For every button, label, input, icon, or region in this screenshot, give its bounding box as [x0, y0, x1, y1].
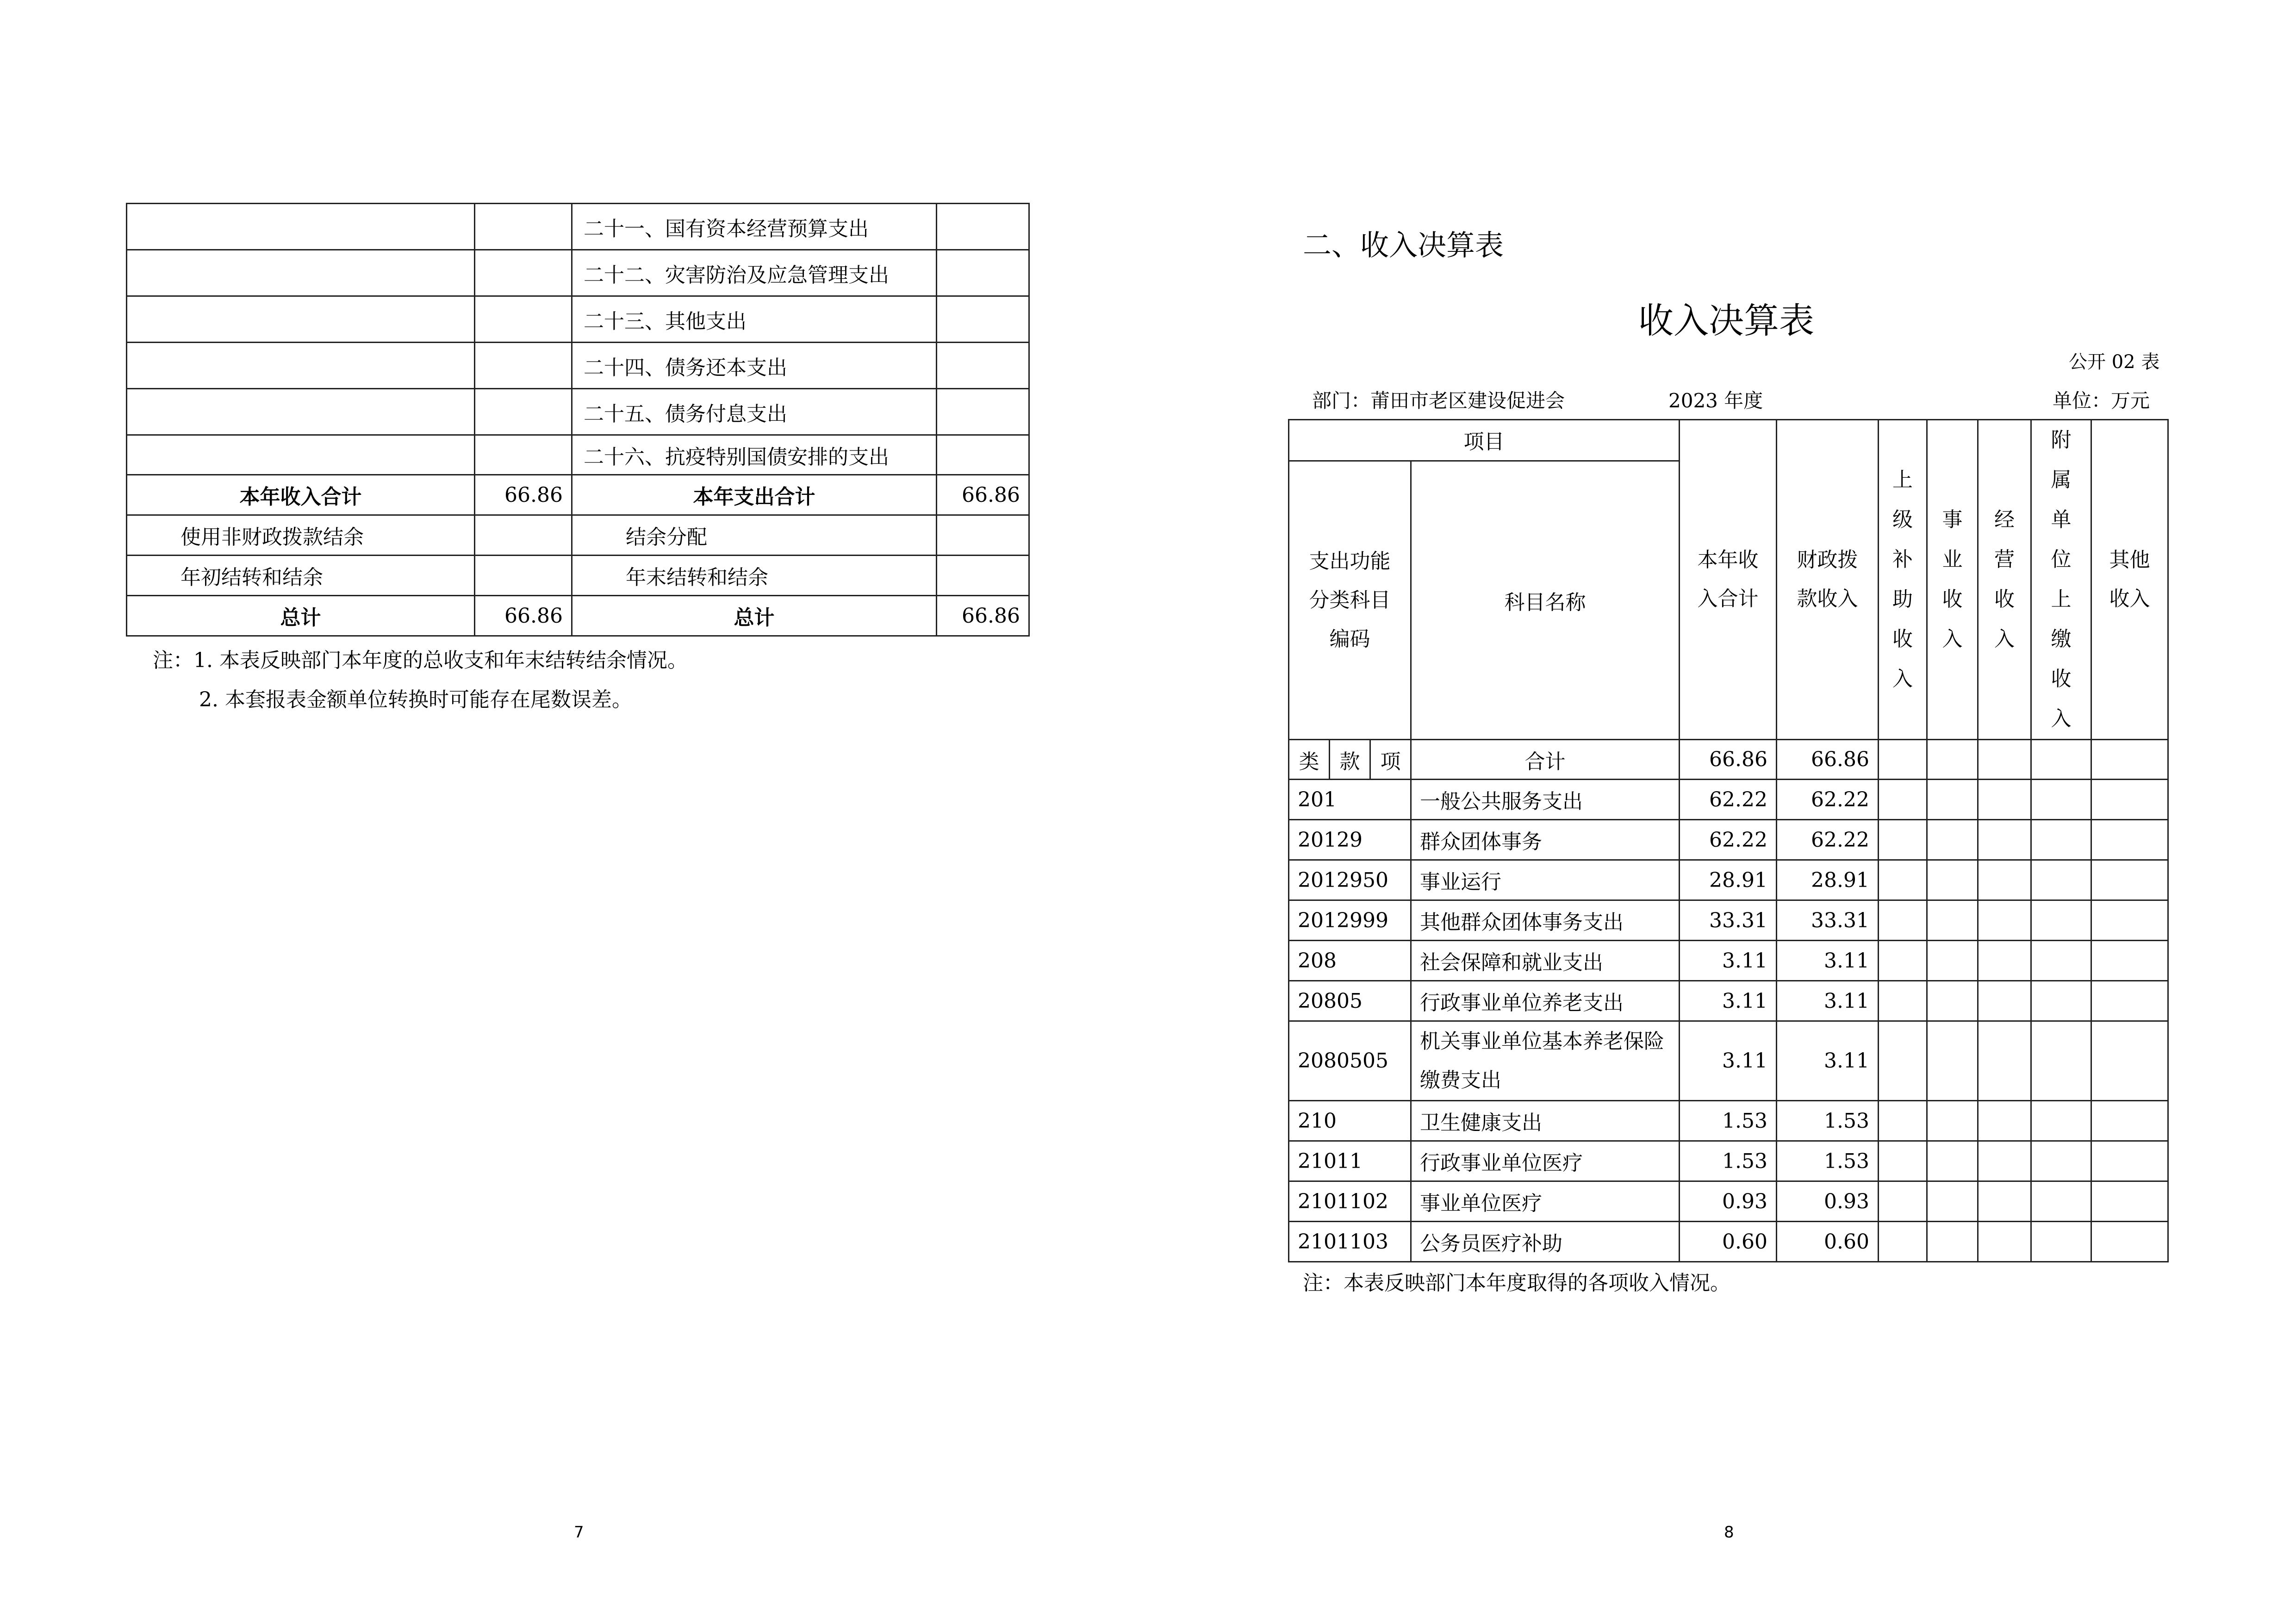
row-code: 2101102 [1289, 1181, 1411, 1222]
row-total-income: 0.93 [1680, 1181, 1777, 1222]
header-subject-name: 科目名称 [1411, 461, 1680, 740]
table-row [127, 296, 1029, 343]
row-total-income: 3.11 [1680, 1021, 1777, 1101]
grand-total-value: 66.86 [475, 596, 572, 636]
table-row [1289, 1222, 2168, 1262]
table-row [127, 475, 1029, 515]
row-total-income: 0.60 [1680, 1222, 1777, 1262]
row-total-income: 62.22 [1680, 820, 1777, 860]
row-code: 2080505 [1289, 1021, 1411, 1101]
header-char: 收 [1942, 587, 1963, 611]
header-char: 补 [1892, 548, 1913, 571]
nonfiscal-surplus-label: 使用非财政拨款结余 [127, 515, 475, 556]
table-row [127, 343, 1029, 389]
table-row [127, 556, 1029, 596]
header-code-line3: 编码 [1329, 627, 1370, 651]
header-char: 属 [2051, 468, 2072, 492]
row-code: 210 [1289, 1101, 1411, 1141]
section-heading: 二、收入决算表 [1303, 228, 1504, 262]
income-final-accounts-table [1288, 419, 2169, 1262]
grand-total-label: 总计 [572, 596, 937, 636]
header-char: 收 [2051, 667, 2072, 691]
page-number: 8 [1724, 1523, 1734, 1542]
expense-item: 二十五、债务付息支出 [572, 389, 937, 435]
header-affiliated-income [2031, 420, 2091, 740]
ending-balance-label: 年末结转和结余 [572, 556, 937, 596]
row-subject-name: 其他群众团体事务支出 [1411, 900, 1680, 941]
income-expense-summary-table [126, 203, 1030, 637]
grand-total-label: 总计 [127, 596, 475, 636]
row-fiscal-income: 3.11 [1777, 981, 1879, 1021]
row-subject-name: 事业运行 [1411, 860, 1680, 900]
header-char: 入 [1892, 667, 1913, 691]
row-code: 20805 [1289, 981, 1411, 1021]
header-total-line1: 本年收 [1697, 548, 1759, 572]
header-other-line2: 收入 [2109, 587, 2150, 611]
row-code: 2012999 [1289, 900, 1411, 941]
sum-total-income: 66.86 [1680, 740, 1777, 780]
header-lei: 类 [1289, 740, 1330, 780]
table-row [1289, 860, 2168, 900]
header-char: 入 [2051, 707, 2072, 731]
expense-item: 二十四、债务还本支出 [572, 343, 937, 389]
table-row [1289, 1101, 2168, 1141]
header-char: 营 [1994, 548, 2015, 571]
header-project: 项目 [1289, 420, 1680, 461]
row-code: 20129 [1289, 820, 1411, 860]
header-code-line1: 支出功能 [1309, 549, 1391, 573]
row-fiscal-income: 3.11 [1777, 941, 1879, 981]
note-1: 注：1. 本表反映部门本年度的总收支和年末结转结余情况。 [153, 649, 688, 672]
expense-item: 二十六、抗疫特别国债安排的支出 [572, 435, 937, 475]
page-number: 7 [574, 1523, 584, 1542]
header-char: 经 [1994, 508, 2015, 531]
row-fiscal-income: 1.53 [1777, 1101, 1879, 1141]
department: 部门：莆田市老区建设促进会 [1312, 389, 1565, 412]
row-fiscal-income: 1.53 [1777, 1141, 1879, 1181]
table-title: 收入决算表 [1638, 300, 1814, 341]
table-row [1289, 1141, 2168, 1181]
header-other-line1: 其他 [2109, 548, 2150, 572]
row-fiscal-income: 3.11 [1777, 1021, 1879, 1101]
row-total-income: 3.11 [1680, 941, 1777, 981]
header-char: 业 [1942, 548, 1963, 571]
header-operating-income [1978, 420, 2031, 740]
expense-item: 二十一、国有资本经营预算支出 [572, 204, 937, 250]
header-fiscal-income [1777, 420, 1879, 740]
table-row [127, 204, 1029, 250]
header-superior-subsidy [1879, 420, 1927, 740]
table-row [127, 250, 1029, 296]
expense-total-value: 66.86 [937, 475, 1029, 515]
unit: 单位：万元 [2053, 389, 2150, 412]
sum-fiscal-income: 66.86 [1777, 740, 1879, 780]
form-code: 公开 02 表 [2069, 351, 2160, 373]
row-fiscal-income: 62.22 [1777, 780, 1879, 820]
table-row [1289, 780, 2168, 820]
row-subject-name: 机关事业单位基本养老保险缴费支出 [1411, 1021, 1680, 1101]
table-row [1289, 1021, 2168, 1101]
header-char: 附 [2051, 428, 2072, 452]
row-fiscal-income: 0.93 [1777, 1181, 1879, 1222]
table-row [1289, 820, 2168, 860]
header-char: 收 [1994, 587, 2015, 611]
row-code: 201 [1289, 780, 1411, 820]
table-row [127, 435, 1029, 475]
row-total-income: 1.53 [1680, 1101, 1777, 1141]
table-row [1289, 1181, 2168, 1222]
income-total-value: 66.86 [475, 475, 572, 515]
header-business-income [1927, 420, 1978, 740]
row-subject-name: 行政事业单位养老支出 [1411, 981, 1680, 1021]
report-year: 2023 年度 [1668, 389, 1763, 412]
expense-item: 二十二、灾害防治及应急管理支出 [572, 250, 937, 296]
row-subject-name: 群众团体事务 [1411, 820, 1680, 860]
header-code-line2: 分类科目 [1309, 588, 1391, 612]
header-fiscal-line1: 财政拨 [1797, 548, 1858, 572]
sum-label: 合计 [1411, 740, 1680, 780]
beginning-balance-label: 年初结转和结余 [127, 556, 475, 596]
row-total-income: 33.31 [1680, 900, 1777, 941]
table-note: 注：本表反映部门本年度取得的各项收入情况。 [1303, 1271, 1730, 1295]
row-code: 21011 [1289, 1141, 1411, 1181]
table-row [1289, 941, 2168, 981]
row-subject-name: 社会保障和就业支出 [1411, 941, 1680, 981]
row-subject-name: 行政事业单位医疗 [1411, 1141, 1680, 1181]
table-row [127, 389, 1029, 435]
sum-row [1289, 740, 2168, 780]
row-fiscal-income: 28.91 [1777, 860, 1879, 900]
header-total-income [1680, 420, 1777, 740]
row-code: 2012950 [1289, 860, 1411, 900]
header-kuan: 款 [1330, 740, 1370, 780]
income-total-label: 本年收入合计 [127, 475, 475, 515]
row-total-income: 3.11 [1680, 981, 1777, 1021]
header-char: 入 [1942, 627, 1963, 651]
row-fiscal-income: 0.60 [1777, 1222, 1879, 1262]
header-char: 缴 [2051, 627, 2072, 651]
row-subject-name: 卫生健康支出 [1411, 1101, 1680, 1141]
header-other-income [2091, 420, 2168, 740]
row-fiscal-income: 62.22 [1777, 820, 1879, 860]
header-fiscal-line2: 款收入 [1797, 587, 1858, 611]
header-total-line2: 入合计 [1697, 587, 1759, 611]
header-char: 位 [2051, 548, 2072, 571]
expense-total-label: 本年支出合计 [572, 475, 937, 515]
row-code: 2101103 [1289, 1222, 1411, 1262]
row-subject-name: 事业单位医疗 [1411, 1181, 1680, 1222]
row-fiscal-income: 33.31 [1777, 900, 1879, 941]
table-row [1289, 900, 2168, 941]
header-char: 上 [2051, 587, 2072, 611]
table-row [127, 596, 1029, 636]
grand-total-value: 66.86 [937, 596, 1029, 636]
header-row [1289, 420, 2168, 461]
table-row [1289, 981, 2168, 1021]
header-char: 事 [1942, 508, 1963, 531]
header-char: 级 [1892, 508, 1913, 531]
row-total-income: 1.53 [1680, 1141, 1777, 1181]
header-char: 上 [1892, 468, 1913, 492]
header-char: 助 [1892, 587, 1913, 611]
header-char: 收 [1892, 627, 1913, 651]
table-row [127, 515, 1029, 556]
row-subject-name: 一般公共服务支出 [1411, 780, 1680, 820]
surplus-distribution-label: 结余分配 [572, 515, 937, 556]
row-subject-name: 公务员医疗补助 [1411, 1222, 1680, 1262]
note-2: 2. 本套报表金额单位转换时可能存在尾数误差。 [199, 688, 632, 712]
row-total-income: 62.22 [1680, 780, 1777, 820]
header-char: 单 [2051, 508, 2072, 531]
row-code: 208 [1289, 941, 1411, 981]
header-function-code [1289, 461, 1411, 740]
header-char: 入 [1994, 627, 2015, 651]
row-total-income: 28.91 [1680, 860, 1777, 900]
header-xiang: 项 [1370, 740, 1411, 780]
expense-item: 二十三、其他支出 [572, 296, 937, 343]
